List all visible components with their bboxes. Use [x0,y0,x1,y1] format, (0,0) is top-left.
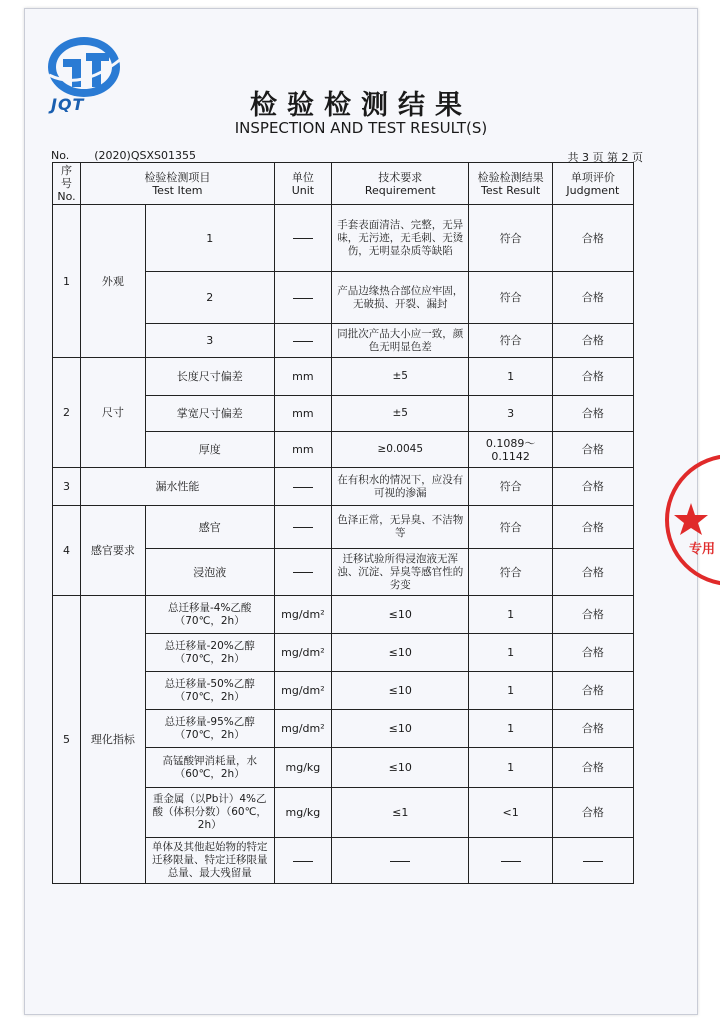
requirement: ±5 [332,396,469,432]
result: 3 [469,396,552,432]
sub-item: 掌宽尺寸偏差 [145,396,274,432]
sub-item: 感官 [145,506,274,549]
judgment: 合格 [552,506,633,549]
svg-text:专用: 专用 [689,542,716,557]
judgment: 合格 [552,358,633,396]
unit: mg/dm² [274,634,331,672]
group-name: 漏水性能 [81,468,275,506]
red-seal-stamp [653,445,720,595]
requirement: ≤10 [332,596,469,634]
sub-item: 2 [145,272,274,324]
requirement: 手套表面清洁、完整，无异味，无污迹，无毛刺、无烫伤，无明显杂质等缺陷 [332,205,469,272]
judgment: 合格 [552,634,633,672]
report-page [24,8,716,1015]
result: 1 [469,748,552,788]
table-row [53,468,634,506]
judgment: 合格 [552,272,633,324]
result: 符合 [469,205,552,272]
result: 1 [469,634,552,672]
result: 1 [469,710,552,748]
requirement: ≤10 [332,634,469,672]
requirement: ≤1 [332,788,469,838]
unit-dash [274,838,331,884]
table-row [53,358,634,396]
header-unit: 单位 Unit [274,163,331,205]
unit: mg/dm² [274,710,331,748]
judgment: 合格 [552,549,633,596]
judgment: 合格 [552,748,633,788]
judgment: 合格 [552,432,633,468]
unit: mg/kg [274,788,331,838]
unit: mg/dm² [274,596,331,634]
group-no: 2 [53,358,81,468]
sub-item: 1 [145,205,274,272]
requirement: ≤10 [332,748,469,788]
requirement-dash [332,838,469,884]
title-chinese: 检验检测结果 [250,90,472,121]
group-name: 尺寸 [81,358,146,468]
group-no: 1 [53,205,81,358]
unit-dash [274,506,331,549]
result: 符合 [469,324,552,358]
judgment: 合格 [552,468,633,506]
result-dash [469,838,552,884]
requirement: ±5 [332,358,469,396]
header-item: 检验检测项目 Test Item [81,163,275,205]
result: 符合 [469,549,552,596]
group-name: 理化指标 [81,596,146,884]
sub-item: 重金属（以Pb计）4%乙酸（体积分数）（60℃，2h） [145,788,274,838]
requirement: 产品边缘热合部位应牢固，无破损、开裂、漏封 [332,272,469,324]
unit: mg/kg [274,748,331,788]
result: 1 [469,596,552,634]
page-count: 共 3 页 第 2 页 [567,151,643,164]
group-name: 外观 [81,205,146,358]
result: <1 [469,788,552,838]
table-row [53,506,634,549]
sub-item: 3 [145,324,274,358]
unit: mm [274,358,331,396]
unit: mm [274,432,331,468]
report-no: (2020)QSXS01355 [94,149,196,162]
result: 符合 [469,272,552,324]
requirement: 在有积水的情况下，应没有可视的渗漏 [332,468,469,506]
header-judgment: 单项评价 Judgment [552,163,633,205]
requirement: 迁移试验所得浸泡液无浑浊、沉淀、异臭等感官性的劣变 [332,549,469,596]
requirement: ≤10 [332,710,469,748]
header-seq: 序号 No. [53,163,81,205]
report-no-label: No. [51,149,70,162]
header-requirement: 技术要求 Requirement [332,163,469,205]
title-english: INSPECTION AND TEST RESULT(S) [234,119,488,137]
group-no: 3 [53,468,81,506]
result: 1 [469,672,552,710]
requirement: 同批次产品大小应一致，颜色无明显色差 [332,324,469,358]
unit-dash [274,324,331,358]
sub-item: 浸泡液 [145,549,274,596]
result: 0.1089～0.1142 [469,432,552,468]
judgment: 合格 [552,788,633,838]
sub-item: 长度尺寸偏差 [145,358,274,396]
sub-item: 高锰酸钾消耗量，水（60℃，2h） [145,748,274,788]
sub-item: 总迁移量-50%乙醇（70℃，2h） [145,672,274,710]
group-name: 感官要求 [81,506,146,596]
sub-item: 总迁移量-20%乙醇（70℃，2h） [145,634,274,672]
group-no: 4 [53,506,81,596]
table-row [53,596,634,634]
unit-dash [274,272,331,324]
result-table [52,162,634,884]
judgment: 合格 [552,596,633,634]
unit-dash [274,468,331,506]
sub-item: 总迁移量-4%乙酸（70℃，2h） [145,596,274,634]
sub-item: 总迁移量-95%乙醇（70℃，2h） [145,710,274,748]
unit-dash [274,549,331,596]
group-no: 5 [53,596,81,884]
unit-dash [274,205,331,272]
result: 1 [469,358,552,396]
judgment: 合格 [552,672,633,710]
logo-text: JQT [51,95,85,114]
judgment: 合格 [552,396,633,432]
report-number-line [51,149,196,162]
sub-item: 单体及其他起始物的特定迁移限量、特定迁移限量总量、最大残留量 [145,838,274,884]
unit: mg/dm² [274,672,331,710]
judgment: 合格 [552,205,633,272]
result: 符合 [469,468,552,506]
header-result: 检验检测结果 Test Result [469,163,552,205]
result: 符合 [469,506,552,549]
judgment-dash [552,838,633,884]
header-row [53,163,634,205]
table-row [53,205,634,272]
sub-item: 厚度 [145,432,274,468]
judgment: 合格 [552,710,633,748]
judgment: 合格 [552,324,633,358]
requirement: ≥0.0045 [332,432,469,468]
requirement: ≤10 [332,672,469,710]
requirement: 色泽正常，无异臭、不洁物等 [332,506,469,549]
unit: mm [274,396,331,432]
